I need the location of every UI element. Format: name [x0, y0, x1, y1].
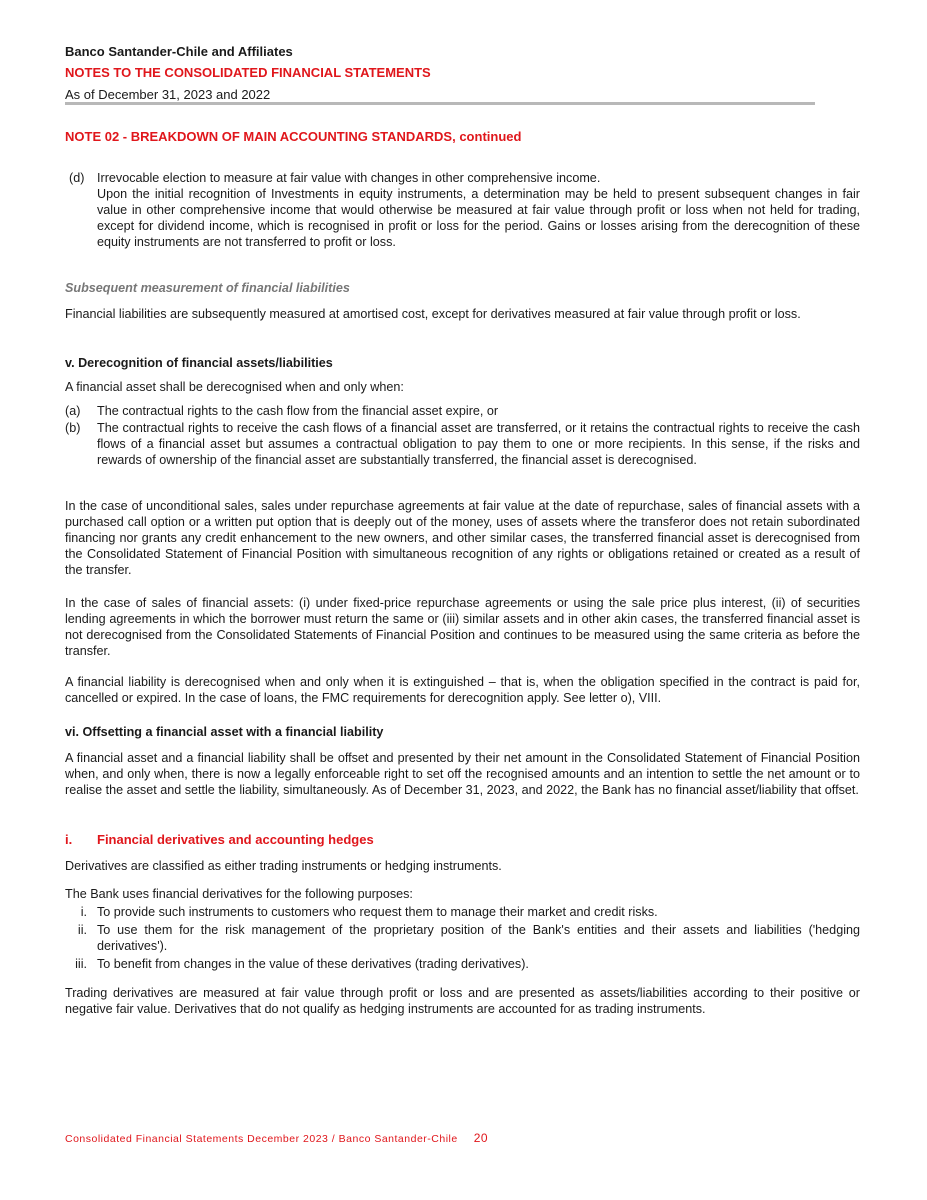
subsequent-text: Financial liabilities are subsequently measured at amortised cost, except for derivatives measured at fair value through profit or loss.	[65, 307, 801, 321]
section-i-closing: Trading derivatives are measured at fair value through profit or loss and are presented as assets/liabilities according to their positive or negative fair value. Derivatives that do not qualify as hedging instruments are accounted for as trading instruments.	[65, 986, 860, 1016]
section-vi-heading: vi. Offsetting a financial asset with a financial liability	[65, 725, 384, 739]
footer-text: Consolidated Financial Statements December 2023 / Banco Santander-Chile	[65, 1133, 458, 1145]
report-date: As of December 31, 2023 and 2022	[65, 87, 271, 102]
list-item: i. To provide such instruments to customers who request them to manage their market and credit risks.	[80, 905, 658, 919]
section-i-text: Derivatives are classified as either trading instruments or hedging instruments.	[65, 859, 502, 873]
notes-title: NOTES TO THE CONSOLIDATED FINANCIAL STATEMENTS	[65, 65, 431, 80]
note-heading: NOTE 02 - BREAKDOWN OF MAIN ACCOUNTING STANDARDS, continued	[65, 129, 522, 144]
item-d-text: Upon the initial recognition of Investments in equity instruments, a determination may be held to present subsequent changes in fair value in other comprehensive income that would otherwise be measured at fair value through profit or loss when not held for trading, except for dividend income, which is recognised in profit or loss for the period. Gains or losses arising from the derecognition of these equity instruments are not transferred to profit or loss.	[97, 187, 860, 249]
list-item: (b) The contractual rights to receive the cash flows of a financial asset are transferred, or it retains the contractual rights to receive the cash flows of a financial asset but assumes a contractual obligation to pay them to one or more recipients. In this sense, if the risks and rewards of ownership of the financial asset are substantially transferred, the financial asset is derecognised.	[65, 421, 860, 467]
list-item: iii. To benefit from changes in the value of these derivatives (trading derivatives).	[75, 957, 529, 971]
section-i-list	[65, 904, 860, 972]
footer	[65, 1131, 488, 1145]
list-item: ii. To use them for the risk management of the proprietary position of the Bank's entities and their assets and liabilities ('hedging derivatives').	[77, 923, 860, 953]
item-d	[65, 170, 860, 250]
item-d-marker: (d)	[69, 171, 85, 185]
section-v-paragraph: In the case of sales of financial assets: (i) under fixed-price repurchase agreements or using the sale price plus interest, (ii) of securities lending agreements in which the borrower must return the same or (iii) similar assets and in other akin cases, the transferred financial asset is not derecognised from the Consolidated Statements of Financial Position and continues to be measured using the same criteria as before the transfer.	[65, 596, 860, 658]
subsequent-heading: Subsequent measurement of financial liabilities	[65, 281, 350, 295]
section-v-intro: A financial asset shall be derecognised when and only when:	[65, 380, 404, 394]
section-i-heading: i. Financial derivatives and accounting hedges	[65, 832, 374, 847]
section-v-paragraph: In the case of unconditional sales, sales under repurchase agreements at fair value at the date of repurchase, sales of financial assets with a purchased call option or a written put option that is deeply out of the money, uses of assets where the transferor does not retain subordinated financing nor grants any credit enhancement to the new owners, and other similar cases, the transferred financial asset is derecognised from the Consolidated Statement of Financial Position with simultaneous recognition of any rights or obligations retained or created as a result of the transfer.	[65, 499, 860, 577]
section-v-heading: v. Derecognition of financial assets/liabilities	[65, 356, 333, 370]
header-divider	[65, 102, 815, 105]
section-v-paragraph: A financial liability is derecognised when and only when it is extinguished – that is, when the obligation specified in the contract is paid for, cancelled or expired. In the case of loans, the FMC requirements for derecognition apply. See letter o), VIII.	[65, 675, 860, 705]
list-item: (a) The contractual rights to the cash flow from the financial asset expire, or	[65, 404, 499, 418]
page-number: 20	[473, 1131, 489, 1145]
section-i-intro: The Bank uses financial derivatives for the following purposes:	[65, 887, 413, 901]
item-d-title: Irrevocable election to measure at fair value with changes in other comprehensive income.	[97, 171, 601, 185]
section-v-list	[65, 403, 860, 468]
company-name: Banco Santander-Chile and Affiliates	[65, 44, 293, 59]
section-vi-text: A financial asset and a financial liability shall be offset and presented by their net amount in the Consolidated Statement of Financial Position when, and only when, there is now a legally enforceable right to set off the recognised amounts and an intention to settle the net amount or to realise the asset and settle the liability, simultaneously. As of December 31, 2023, and 2022, the Bank has no financial asset/liability that offset.	[65, 751, 860, 797]
